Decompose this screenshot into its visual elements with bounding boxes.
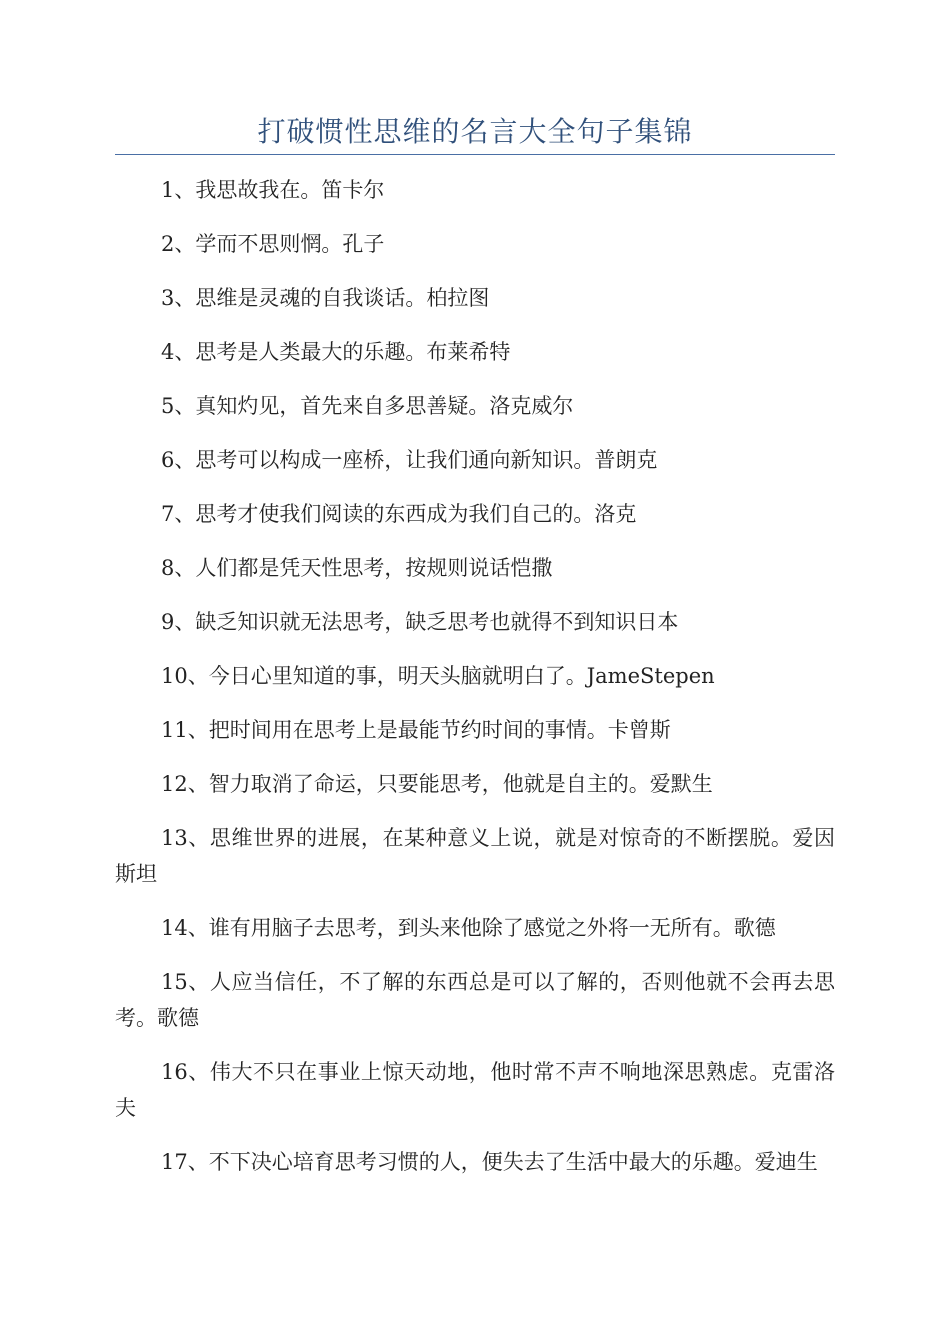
quote-item: 16、伟大不只在事业上惊天动地，他时常不声不响地深思熟虑。克雷洛夫 bbox=[115, 1060, 835, 1120]
quote-item: 10、今日心里知道的事，明天头脑就明白了。JameStepen bbox=[161, 664, 715, 688]
quote-list bbox=[115, 172, 835, 1198]
quote-item: 15、人应当信任，不了解的东西总是可以了解的，否则他就不会再去思考。歌德 bbox=[115, 970, 835, 1030]
quote-item: 3、思维是灵魂的自我谈话。柏拉图 bbox=[161, 286, 490, 310]
quote-item: 7、思考才使我们阅读的东西成为我们自己的。洛克 bbox=[161, 502, 637, 526]
document-title: 打破惯性思维的名言大全句子集锦 bbox=[257, 115, 693, 148]
quote-item: 5、真知灼见，首先来自多思善疑。洛克威尔 bbox=[161, 394, 574, 418]
quote-item: 2、学而不思则惘。孔子 bbox=[161, 232, 385, 256]
quote-item: 13、思维世界的进展，在某种意义上说，就是对惊奇的不断摆脱。爱因斯坦 bbox=[115, 826, 835, 886]
quote-item: 4、思考是人类最大的乐趣。布莱希特 bbox=[161, 340, 511, 364]
quote-item: 12、智力取消了命运，只要能思考，他就是自主的。爱默生 bbox=[161, 772, 713, 796]
quote-item: 8、人们都是凭天性思考，按规则说话恺撒 bbox=[161, 556, 553, 580]
quote-item: 9、缺乏知识就无法思考，缺乏思考也就得不到知识日本 bbox=[161, 610, 679, 634]
quote-item: 1、我思故我在。笛卡尔 bbox=[161, 178, 385, 202]
quote-item: 14、谁有用脑子去思考，到头来他除了感觉之外将一无所有。歌德 bbox=[161, 916, 776, 940]
quote-item: 11、把时间用在思考上是最能节约时间的事情。卡曾斯 bbox=[161, 718, 671, 742]
quote-item: 6、思考可以构成一座桥，让我们通向新知识。普朗克 bbox=[161, 448, 658, 472]
title-underline bbox=[115, 154, 835, 155]
quote-item: 17、不下决心培育思考习惯的人，便失去了生活中最大的乐趣。爱迪生 bbox=[161, 1150, 818, 1174]
